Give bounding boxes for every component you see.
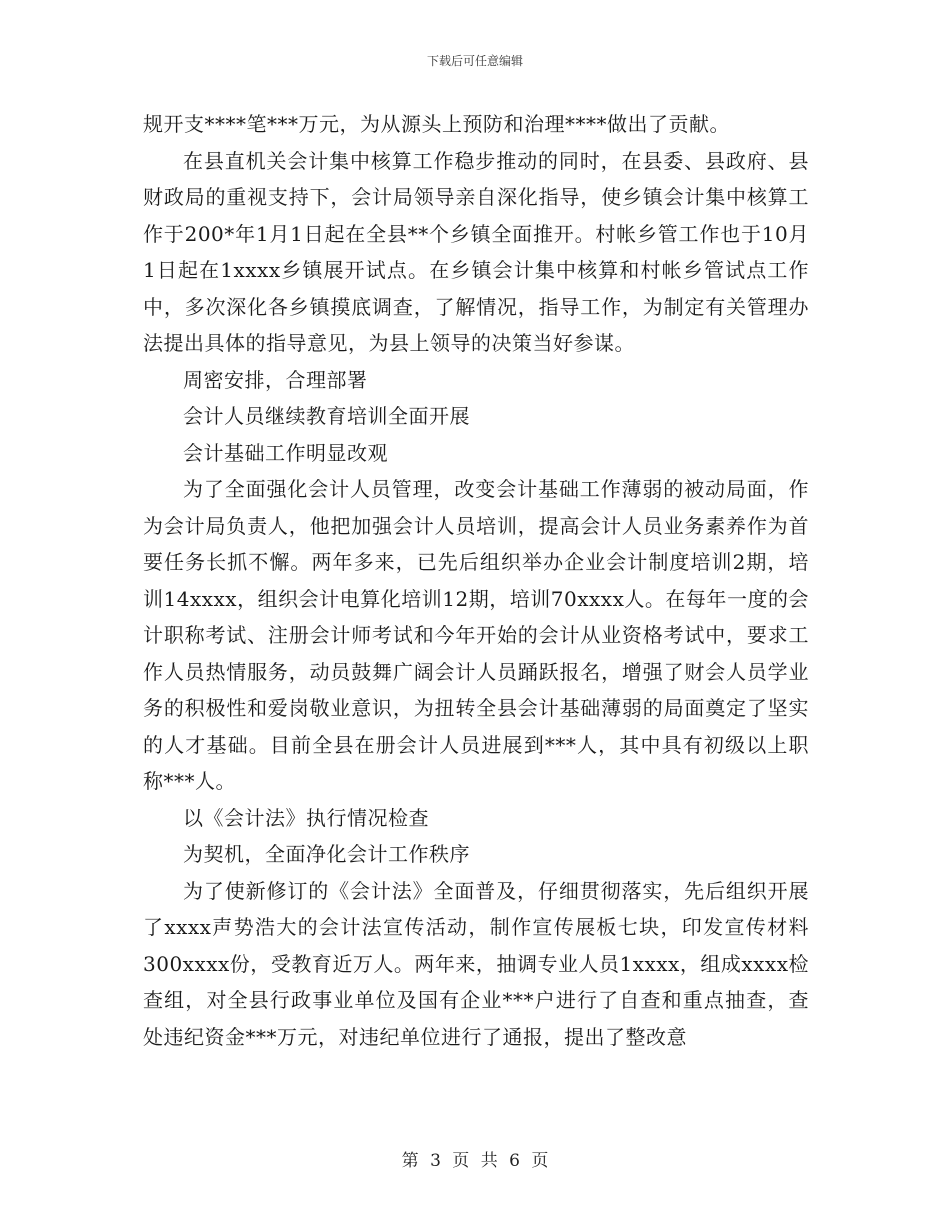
section-heading-5: 为契机，全面净化会计工作秩序 (183, 842, 470, 866)
section-heading-4: 以《会计法》执行情况检查 (183, 805, 429, 830)
document-body (143, 106, 809, 1055)
page-header: 下载后可任意编辑 (426, 54, 523, 68)
paragraph-3: 为了全面强化会计人员管理，改变会计基础工作薄弱的被动局面，作为会计局负责人，他把加强会计人员培训，提高会计人员业务素养作为首要任务长抓不懈。两年多来，已先后组织举办企业会计制度培训2期，培训14xxxx，组织会计电算化培训12期，培训70xxxx人。在每年一度的会计职称考试、注册会计师考试和今年开始的会计从业资格考试中，要求工作人员热情服务，动员鼓舞广阔会计人员踊跃报名，增强了财会人员学业务的积极性和爱岗敬业意识，为扭转全县会计基础薄弱的局面奠定了坚实的人才基础。目前全县在册会计人员进展到***人，其中具有初级以上职称***人。 (143, 477, 809, 793)
paragraph-2: 在县直机关会计集中核算工作稳步推动的同时，在县委、县政府、县财政局的重视支持下，会计局领导亲自深化指导，使乡镇会计集中核算工作于200*年1月1日起在全县**个乡镇全面推开。村帐乡管工作也于10月1日起在1xxxx乡镇展开试点。在乡镇会计集中核算和村帐乡管试点工作中，多次深化各乡镇摸底调查，了解情况，指导工作，为制定有关管理办法提出具体的指导意见，为县上领导的决策当好参谋。 (143, 148, 809, 355)
paragraph-1: 规开支****笔***万元，为从源头上预防和治理****做出了贡献。 (143, 112, 730, 136)
paragraph-4: 为了使新修订的《会计法》全面普及，仔细贯彻落实，先后组织开展了xxxx声势浩大的会计法宣传活动，制作宣传展板七块，印发宣传材料300xxxx份，受教育近万人。两年来，抽调专业人员1xxxx，组成xxxx检查组，对全县行政事业单位及国有企业***户进行了自查和重点抽查，查处违纪资金***万元，对违纪单位进行了通报，提出了整改意 (143, 878, 809, 1049)
section-heading-2: 会计人员继续教育培训全面开展 (183, 404, 470, 428)
page-number-footer: 第 3 页 共 6 页 (401, 1151, 549, 1171)
section-heading-1: 周密安排，合理部署 (183, 367, 368, 392)
section-heading-3: 会计基础工作明显改观 (183, 440, 388, 465)
